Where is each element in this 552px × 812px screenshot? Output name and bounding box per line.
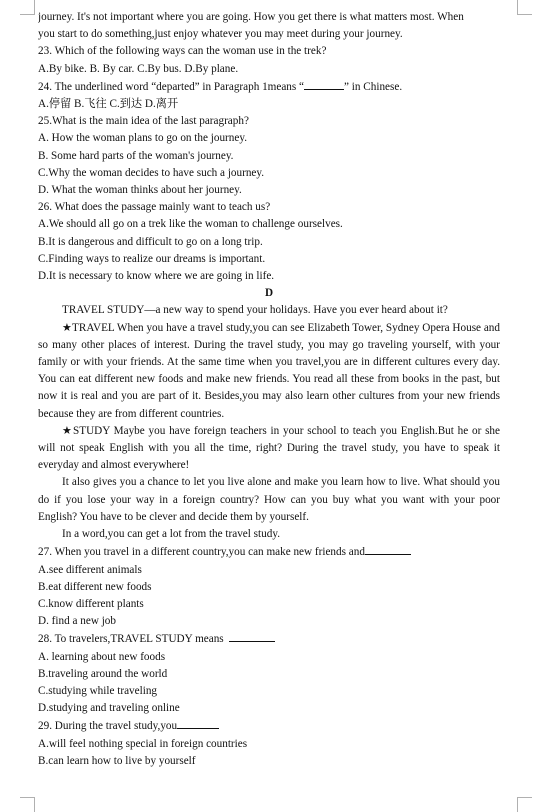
question-27-option-c: C.know different plants — [38, 597, 144, 610]
passage-paragraph-3: ★STUDY Maybe you have foreign teachers in your school to teach you English.But he or she will not speak English with you all the time, right? During the travel study, you have to speak it everyday and almost everywhere! — [38, 424, 500, 472]
passage-paragraph-4: It also gives you a chance to let you live alone and make you learn how to live. What should you do if you lose your way in a foreign country? How can you buy what you want with your poor English? You have to be clever and decide them by yourself. — [38, 476, 500, 523]
question-29-option-a: A.will feel nothing special in foreign countries — [38, 737, 248, 750]
question-24-stem-after: ” in Chinese. — [344, 80, 403, 93]
question-27-option-a: A.see different animals — [38, 563, 142, 576]
question-28-option-b: B.traveling around the world — [38, 667, 168, 680]
question-27-option-d: D. find a new job — [38, 615, 116, 628]
answer-blank — [229, 630, 275, 642]
corner-mark-bottom-left — [20, 797, 35, 812]
question-26-option-a: A.We should all go on a trek like the woman to challenge ourselves. — [38, 218, 343, 231]
document-page — [38, 9, 500, 770]
question-23-options: A.By bike. B. By car. C.By bus. D.By plane. — [38, 62, 239, 75]
question-27-stem-text: 27. When you travel in a different country,you can make new friends and — [38, 546, 365, 559]
question-26-option-b: B.It is dangerous and difficult to go on a long trip. — [38, 235, 263, 248]
question-26-option-d: D.It is necessary to know where we are going in life. — [38, 270, 275, 283]
passage-paragraph-5: In a word,you can get a lot from the travel study. — [62, 528, 280, 541]
question-25-option-a: A. How the woman plans to go on the journey. — [38, 132, 248, 145]
corner-mark-bottom-right — [517, 797, 532, 812]
corner-mark-top-right — [517, 0, 532, 15]
question-28-stem — [38, 630, 500, 648]
question-26-stem: 26. What does the passage mainly want to teach us? — [38, 201, 271, 214]
question-27-option-b: B.eat different new foods — [38, 580, 152, 593]
question-25-option-b: B. Some hard parts of the woman's journey. — [38, 149, 234, 162]
question-28-option-d: D.studying and traveling online — [38, 702, 180, 715]
question-24-stem-before: 24. The underlined word “departed” in Paragraph 1means “ — [38, 80, 305, 93]
question-24-stem — [38, 78, 500, 96]
question-24-options: A.停留 B.飞往 C.到达 D.离开 — [38, 98, 179, 111]
passage-paragraph-1: TRAVEL STUDY—a new way to spend your holidays. Have you ever heard about it? — [62, 304, 448, 317]
question-26-option-c: C.Finding ways to realize our dreams is important. — [38, 252, 266, 265]
question-28-option-a: A. learning about new foods — [38, 650, 166, 663]
answer-blank — [177, 717, 219, 729]
question-29-stem — [38, 717, 500, 735]
question-25-stem: 25.What is the main idea of the last paragraph? — [38, 115, 249, 128]
question-25-option-d: D. What the woman thinks about her journey. — [38, 184, 242, 197]
question-25-option-c: C.Why the woman decides to have such a journey. — [38, 166, 265, 179]
intro-line-1: journey. It's not important where you are going. How you get there is what matters most. When — [38, 11, 464, 23]
passage-paragraph-2: ★TRAVEL When you have a travel study,you can see Elizabeth Tower, Sydney Opera House and so many other places of interest. During the travel study, you may go traveling yourself, with your family or with your friends. At the same time when you travel,you are in different cultures every day. You can eat different new foods and make new friends. You read all these from books in the past, but now it is real and you are part of it. Besides,you may also learn other cultures from your new friends because they are from different countries. — [38, 321, 500, 420]
question-27-stem — [38, 543, 500, 561]
question-28-stem-text: 28. To travelers,TRAVEL STUDY means — [38, 633, 224, 646]
question-23-stem: 23. Which of the following ways can the woman use in the trek? — [38, 45, 327, 58]
question-29-option-b: B.can learn how to live by yourself — [38, 754, 196, 767]
corner-mark-top-left — [20, 0, 35, 15]
intro-line-2: you start to do something,just enjoy whatever you may meet during your journey. — [38, 28, 403, 41]
answer-blank — [365, 543, 411, 555]
question-28-option-c: C.studying while traveling — [38, 684, 158, 697]
section-heading: D — [264, 287, 274, 300]
question-29-stem-text: 29. During the travel study,you — [38, 720, 178, 733]
answer-blank — [304, 78, 344, 90]
